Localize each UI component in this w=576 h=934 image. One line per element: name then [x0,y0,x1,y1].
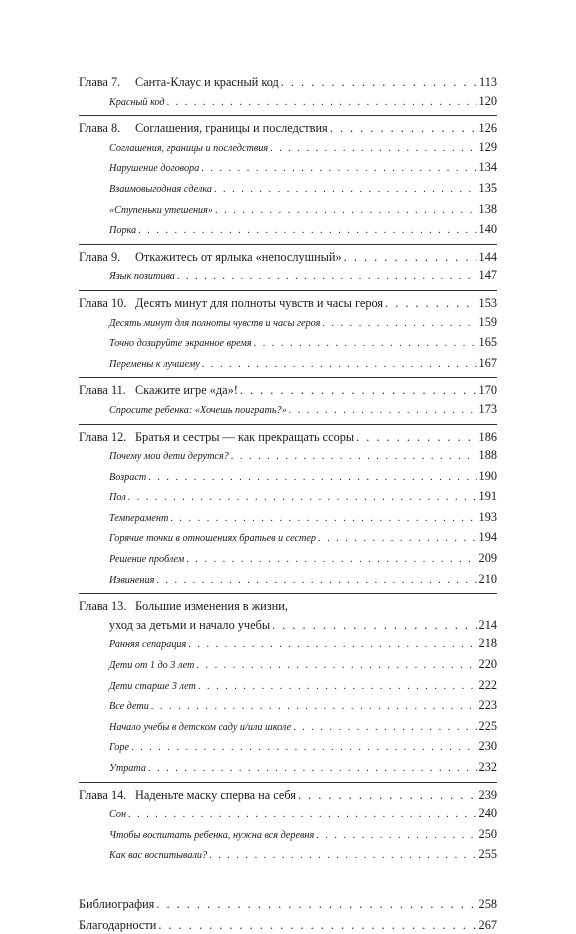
page-number: 222 [478,677,497,692]
toc-backmatter-row[interactable] [79,916,497,934]
toc-section-row[interactable] [79,200,497,221]
toc-section-row[interactable] [79,313,497,334]
toc-section-row[interactable] [79,333,497,354]
dot-leader [196,657,476,676]
toc-section-row[interactable] [79,138,497,159]
chapter-title: Откажитесь от ярлыка «непослушный» [135,249,342,264]
page-number: 170 [478,383,497,398]
page-number: 232 [478,760,497,774]
page-number: 209 [478,551,497,566]
toc-section-row[interactable] [79,758,497,779]
section-title: Горе [109,742,129,754]
toc-section-row[interactable] [79,158,497,179]
page-number: 188 [478,448,497,463]
page-number: 113 [479,75,497,89]
page-number: 186 [478,429,497,444]
toc-section-row[interactable] [79,266,497,287]
dot-leader [385,294,477,313]
toc-section-row[interactable] [79,487,497,508]
toc-section-row[interactable] [79,825,497,846]
chapter-title: Братья и сестры — как прекращать ссоры [135,429,355,444]
chapter-title: Десять минут для полноты чувств и часы героя [135,295,384,310]
section-title: Чтобы воспитать ребенка, нужна вся деревня [109,829,315,841]
page-number: 167 [478,355,497,370]
chapter-number: Глава 9. [79,249,121,264]
toc-section-row[interactable] [79,676,497,697]
toc-section-row[interactable] [79,354,497,375]
dot-leader [148,760,477,779]
page-number: 220 [478,657,497,672]
dot-leader [170,510,476,529]
section-title: Утрата [109,763,146,774]
page-number: 210 [478,571,497,586]
toc-section-row[interactable] [79,634,497,655]
dot-leader [344,248,477,267]
dot-leader [138,222,476,241]
dot-leader [148,469,476,488]
chapter-number: Глава 11. [79,383,126,398]
page-number: 173 [478,401,497,416]
dot-leader [272,616,476,635]
dot-leader [356,428,476,447]
page-number: 218 [478,636,497,651]
section-title: «Ступеньки утешения» [109,204,213,216]
chapter-title: Большие изменения в жизни, [135,599,288,614]
page-number: 267 [478,917,497,932]
section-title: Дети от 1 до 3 лет [109,660,195,672]
chapter-divider [79,424,497,425]
toc-section-row[interactable] [79,570,497,591]
section-title: Решение проблем [109,554,185,566]
backmatter-title: Благодарности [79,917,157,932]
chapter-title: Соглашения, границы и последствия [135,121,328,136]
page-number: 225 [478,718,497,733]
dot-leader [188,636,476,655]
toc-chapter-row[interactable] [79,786,497,805]
page-number: 240 [478,806,497,821]
dot-leader [201,160,476,179]
page-number: 223 [478,698,497,713]
dot-leader [214,181,477,200]
chapter-divider [79,115,497,116]
page-number: 135 [478,180,497,195]
page-number: 153 [478,295,497,310]
section-title: Горячие точки в отношениях братьев и сестер [109,533,316,545]
dot-leader [231,448,477,467]
toc-section-row[interactable] [79,220,497,241]
section-title: Язык позитива [109,271,175,283]
toc-section-row[interactable] [79,179,497,200]
toc-section-row[interactable] [79,845,497,866]
dot-leader [215,202,477,221]
chapter-number: Глава 12. [79,429,127,444]
page-number: 194 [478,530,497,545]
toc-section-row[interactable] [79,92,497,113]
section-title: Взаимовыгодная сделка [109,183,212,195]
dot-leader [198,678,477,697]
dot-leader [156,572,476,591]
chapter-number: Глава 10. [79,295,127,310]
section-title: Порка [109,225,137,237]
toc-chapter-row-continued[interactable] [79,616,497,635]
toc-chapter-row[interactable] [79,73,497,92]
toc-section-row[interactable] [79,655,497,676]
section-title: Все дети [109,701,149,713]
toc-chapter-row[interactable] [79,248,497,267]
toc-section-row[interactable] [79,549,497,570]
section-title: Начало учебы в детском саду и/или школе [109,721,292,733]
section-title: Перемены к лучшему [109,358,200,370]
page-number: 120 [478,93,497,108]
page-number: 134 [478,160,497,175]
dot-leader [289,402,477,421]
dot-leader [151,698,477,717]
section-title: Красный код [109,96,165,108]
dot-leader [298,786,477,805]
page-number: 147 [478,268,497,283]
chapter-title: Санта-Клаус и красный код [135,75,279,89]
chapter-number: Глава 14. [79,787,127,802]
page-number: 191 [478,489,497,504]
toc-section-row[interactable] [79,446,497,467]
toc-chapter-row[interactable] [79,597,497,616]
chapter-title: Наденьте маску сперва на себя [135,787,296,802]
chapter-divider [79,290,497,291]
spacer [79,866,497,893]
section-title: Нарушение договора [109,163,200,175]
page-number: 126 [478,121,497,136]
section-title: Извинения [109,574,155,586]
table-of-contents [79,73,497,934]
toc-section-row[interactable] [79,467,497,488]
section-title: Почему мои дети дерутся? [109,451,229,463]
section-title: Дети старше 3 лет [109,680,196,692]
toc-section-row[interactable] [79,717,497,738]
page-number: 255 [478,847,497,862]
page-number: 258 [478,896,497,911]
dot-leader [316,827,476,846]
section-title: Соглашения, границы и последствия [109,142,269,154]
dot-leader [254,335,477,354]
chapter-divider [79,244,497,245]
dot-leader [293,719,476,738]
toc-section-row[interactable] [79,528,497,549]
chapter-title: Скажите игре «да»! [135,383,238,398]
dot-leader [202,356,477,375]
chapter-number: Глава 8. [79,121,121,136]
section-title: Ранняя сепарация [109,639,187,651]
section-title: Пол [109,492,126,504]
page-number: 138 [478,201,497,216]
dot-leader [281,73,477,92]
toc-chapter-row[interactable] [79,119,497,138]
page-number: 159 [478,314,497,329]
toc-backmatter-row[interactable] [79,895,497,914]
page-number: 190 [478,468,497,483]
section-title: Как вас воспитывали? [109,850,208,862]
section-title: Десять минут для полноты чувств и часы героя [109,317,321,329]
dot-leader [322,315,476,334]
section-title: Темперамент [109,512,169,524]
dot-leader [186,551,476,570]
dot-leader [156,895,476,914]
page-number: 214 [478,617,497,632]
backmatter-title: Библиография [79,896,155,911]
toc-chapter-row[interactable] [79,381,497,400]
page-number: 230 [478,739,497,754]
page-number: 165 [478,335,497,350]
page-number: 144 [478,249,497,264]
dot-leader [177,268,477,287]
chapter-number: Глава 7. [79,75,121,89]
page-number: 193 [478,509,497,524]
section-title: Точно дозируйте экранное время [109,338,252,350]
chapter-divider [79,782,497,783]
toc-section-row[interactable] [79,696,497,717]
dot-leader [128,806,477,825]
dot-leader [330,119,477,138]
dot-leader [209,847,476,866]
section-title: Сон [109,809,127,821]
chapter-divider [79,377,497,378]
dot-leader [318,530,477,549]
page-number: 129 [478,139,497,154]
chapter-title-continued: уход за детьми и начало учебы [109,617,271,632]
dot-leader [158,916,476,934]
toc-chapter-row[interactable] [79,428,497,447]
toc-chapter-row[interactable] [79,294,497,313]
toc-section-row[interactable] [79,804,497,825]
dot-leader [240,381,477,400]
section-title: Возраст [109,471,147,483]
chapter-divider [79,593,497,594]
toc-section-row[interactable] [79,400,497,421]
toc-section-row[interactable] [79,508,497,529]
dot-leader [167,94,477,113]
chapter-number: Глава 13. [79,599,127,614]
page-number: 239 [478,787,497,802]
page-number: 250 [478,826,497,841]
dot-leader [131,739,477,758]
dot-leader [270,140,476,159]
toc-section-row[interactable] [79,737,497,758]
dot-leader [128,489,477,508]
page-number: 140 [478,222,497,237]
section-title: Спросите ребенка: «Хочешь поиграть?» [109,404,287,416]
